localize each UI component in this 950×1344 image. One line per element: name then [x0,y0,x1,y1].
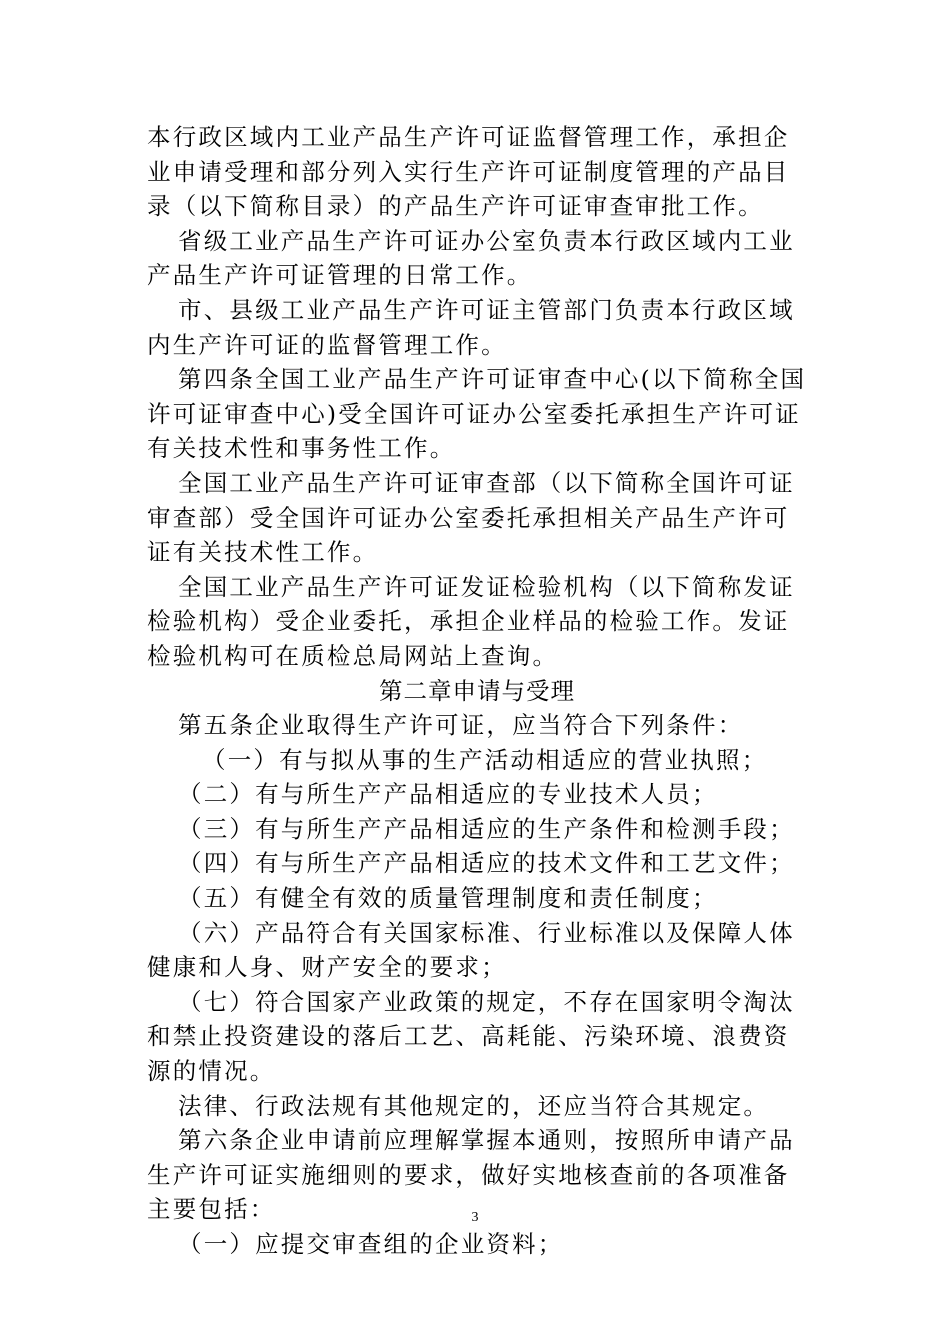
text-line: 审查部）受全国许可证办公室委托承担相关产品生产许可 [147,503,790,532]
condition-item: （四）有与所生产产品相适应的技术文件和工艺文件； [178,849,795,878]
condition-item: （二）有与所生产产品相适应的专业技术人员； [178,780,718,809]
text-line: 检验机构）受企业委托，承担企业样品的检验工作。发证 [147,607,790,636]
preparation-item: （一）应提交审查组的企业资料； [178,1230,564,1258]
article-4-start: 第四条全国工业产品生产许可证审查中心(以下简称全国 [178,365,807,394]
text-line: 健康和人身、财产安全的要求； [147,953,507,982]
text-line: 本行政区域内工业产品生产许可证监督管理工作，承担企 [147,123,790,151]
text-line: 主要包括： [147,1195,276,1224]
condition-item: （三）有与所生产产品相适应的生产条件和检测手段； [178,814,795,843]
text-line: 检验机构可在质检总局网站上查询。 [147,641,559,670]
text-line: 源的情况。 [147,1057,276,1086]
condition-item: （七）符合国家产业政策的规定，不存在国家明令淘汰 [178,987,795,1016]
page-number: 3 [471,1210,479,1225]
text-line: 许可证审查中心)受全国许可证办公室委托承担生产许可证 [147,399,801,428]
text-line: 产品生产许可证管理的日常工作。 [147,261,533,290]
paragraph-start: 法律、行政法规有其他规定的，还应当符合其规定。 [178,1091,770,1120]
article-6-start: 第六条企业申请前应理解掌握本通则，按照所申请产品 [178,1126,795,1155]
document-body [147,120,807,1262]
paragraph-start: 全国工业产品生产许可证发证检验机构（以下简称发证 [178,572,795,601]
text-line: 有关技术性和事务性工作。 [147,434,456,463]
text-line: 生产许可证实施细则的要求，做好实地核查前的各项准备 [147,1160,790,1189]
text-line: 业申请受理和部分列入实行生产许可证制度管理的产品目 [147,157,790,186]
article-5-start: 第五条企业取得生产许可证，应当符合下列条件： [178,711,744,740]
condition-item: （五）有健全有效的质量管理制度和责任制度； [178,884,718,913]
paragraph-start: 省级工业产品生产许可证办公室负责本行政区域内工业 [178,226,795,255]
condition-item: （一）有与拟从事的生产活动相适应的营业执照； [202,745,768,774]
paragraph-start: 全国工业产品生产许可证审查部（以下简称全国许可证 [178,468,795,497]
text-line: 证有关技术性工作。 [147,538,379,567]
text-line: 和禁止投资建设的落后工艺、高耗能、污染环境、浪费资 [147,1022,790,1051]
text-line: 内生产许可证的监督管理工作。 [147,330,507,359]
chapter-heading: 第二章申请与受理 [379,676,575,705]
paragraph-start: 市、县级工业产品生产许可证主管部门负责本行政区域 [178,295,795,324]
text-line: 录（以下简称目录）的产品生产许可证审查审批工作。 [147,192,764,221]
condition-item: （六）产品符合有关国家标准、行业标准以及保障人体 [178,918,795,947]
